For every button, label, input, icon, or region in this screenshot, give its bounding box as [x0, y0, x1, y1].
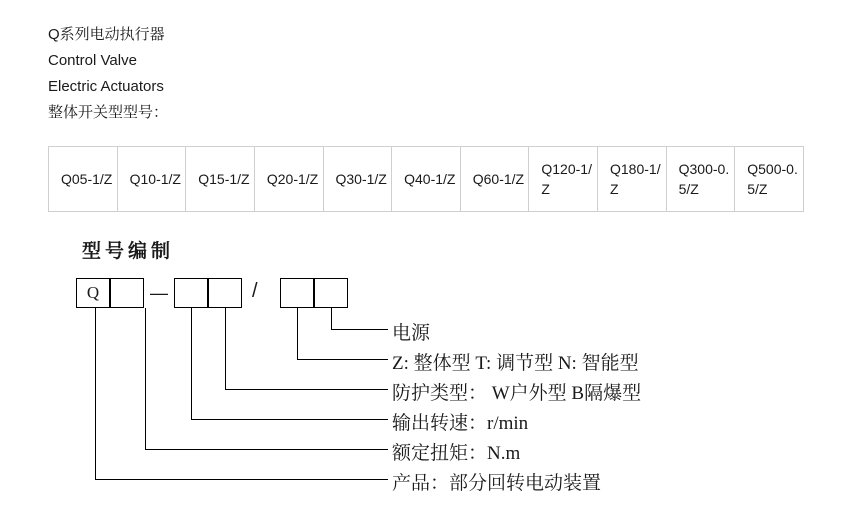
model-code-diagram: [0, 228, 851, 524]
separator-dash: —: [150, 283, 168, 303]
leader-line-speed-vertical: [191, 308, 192, 420]
table-cell: Q500-0.5/Z: [735, 147, 804, 212]
table-cell: Q30-1/Z: [323, 147, 392, 212]
table-row: [49, 147, 804, 212]
leader-line-torque-vertical: [145, 308, 146, 450]
leader-line-torque-horizontal: [145, 449, 388, 450]
separator-slash: /: [252, 280, 258, 302]
leader-line-product-vertical: [95, 308, 96, 480]
callout-protection: 防护类型： W户外型 B隔爆型: [392, 383, 642, 404]
table-cell: Q20-1/Z: [254, 147, 323, 212]
code-box-speed: [174, 278, 208, 308]
code-box-product: Q: [76, 278, 110, 308]
callout-type: Z: 整体型 T: 调节型 N: 智能型: [392, 353, 639, 374]
heading-line-4: 整体开关型型号：: [48, 104, 169, 121]
table-cell: Q40-1/Z: [392, 147, 461, 212]
callout-torque: 额定扭矩：N.m: [392, 443, 521, 464]
table-cell: Q180-1/Z: [598, 147, 667, 212]
leader-line-power-vertical: [331, 308, 332, 330]
table-cell: Q300-0.5/Z: [666, 147, 735, 212]
leader-line-type-horizontal: [297, 359, 388, 360]
table-cell: Q120-1/Z: [529, 147, 598, 212]
callout-speed: 输出转速：r/min: [392, 413, 529, 434]
leader-line-power-horizontal: [331, 329, 388, 330]
heading-block: [48, 22, 168, 126]
leader-line-protection-vertical: [225, 308, 226, 390]
leader-line-protection-horizontal: [225, 389, 388, 390]
leader-line-type-vertical: [297, 308, 298, 360]
leader-line-speed-horizontal: [191, 419, 388, 420]
leader-line-product-horizontal: [95, 479, 388, 480]
callout-product: 产品：部分回转电动装置: [392, 473, 602, 494]
heading-line-1: Q系列电动执行器: [48, 26, 165, 43]
code-box-type: [280, 278, 314, 308]
table-cell: Q15-1/Z: [186, 147, 255, 212]
callout-power: 电源: [392, 323, 431, 344]
table-cell: Q10-1/Z: [117, 147, 186, 212]
diagram-title: 型号编制: [82, 241, 175, 262]
heading-line-2: Control Valve: [48, 52, 137, 69]
code-box-protection: [208, 278, 242, 308]
table-cell: Q60-1/Z: [460, 147, 529, 212]
code-box-power: [314, 278, 348, 308]
heading-line-3: Electric Actuators: [48, 78, 164, 95]
model-number-table: [48, 146, 804, 212]
table-cell: Q05-1/Z: [49, 147, 118, 212]
code-box-torque: [110, 278, 144, 308]
